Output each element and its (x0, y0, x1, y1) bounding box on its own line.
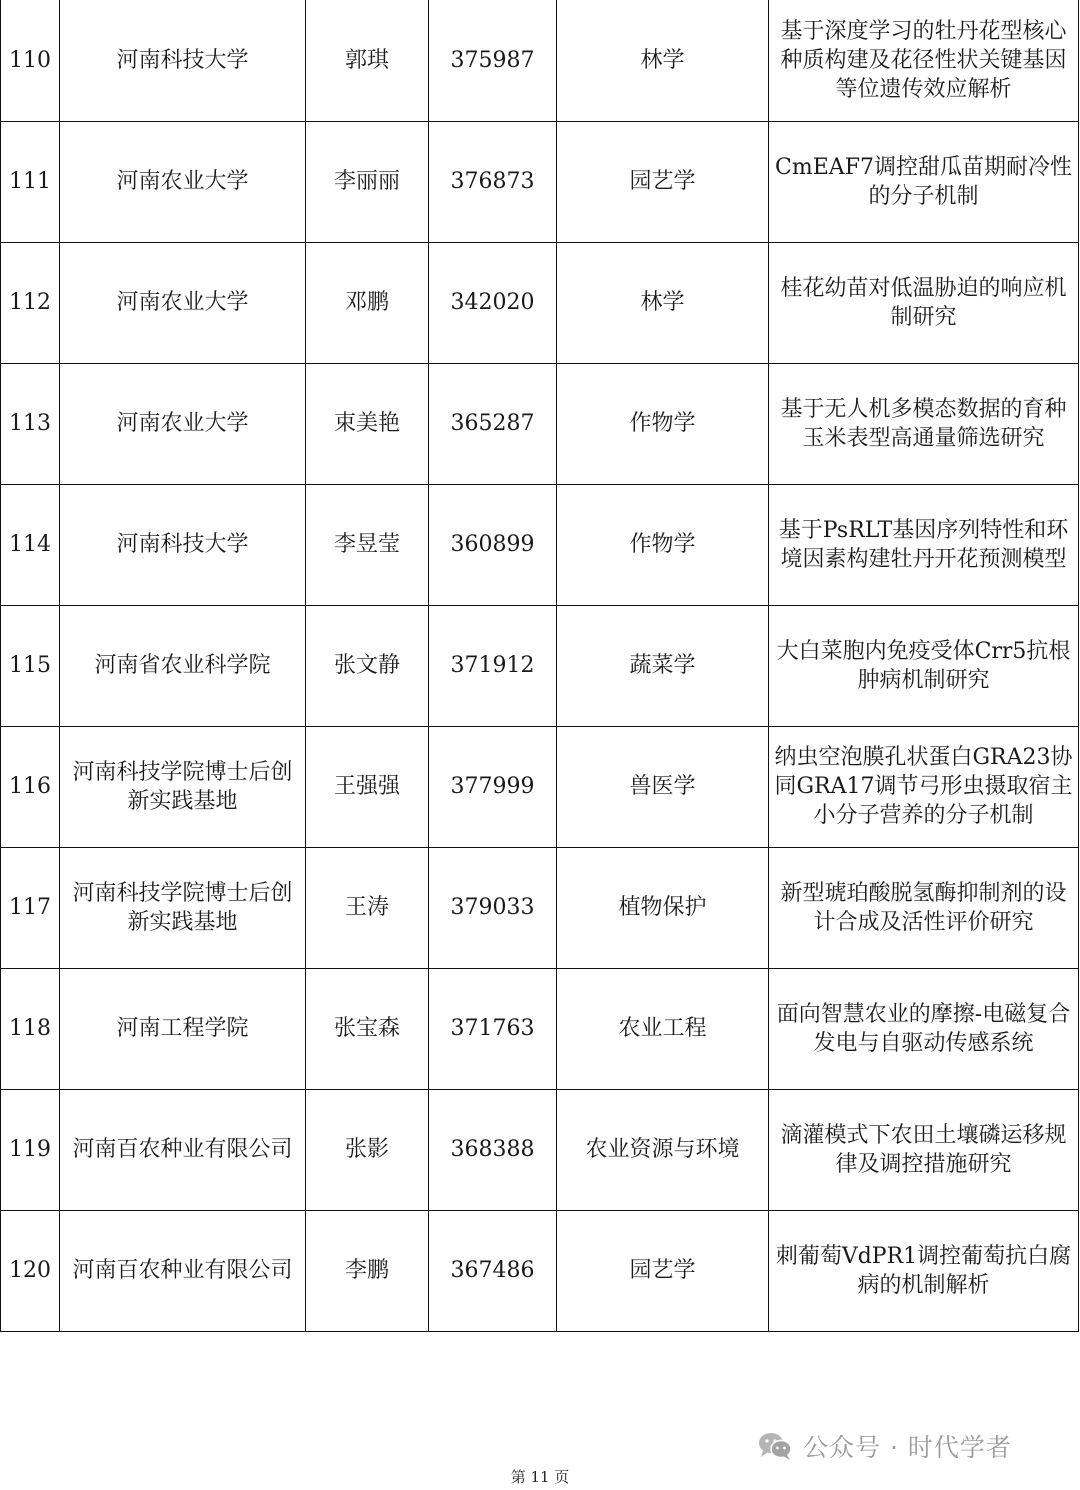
id-cell: 368388 (429, 1089, 557, 1210)
row-index-cell: 118 (1, 968, 60, 1089)
row-index-cell: 111 (1, 121, 60, 242)
discipline-cell: 园艺学 (557, 1210, 769, 1331)
name-cell: 邓鹏 (306, 242, 429, 363)
project-title-cell: 大白菜胞内免疫受体Crr5抗根肿病机制研究 (769, 605, 1079, 726)
table-row (1, 726, 1079, 847)
row-index-cell: 116 (1, 726, 60, 847)
name-cell: 张影 (306, 1089, 429, 1210)
institution-cell: 河南百农种业有限公司 (60, 1210, 306, 1331)
name-cell: 束美艳 (306, 363, 429, 484)
project-title-cell: 刺葡萄VdPR1调控葡萄抗白腐病的机制解析 (769, 1210, 1079, 1331)
page-number: 第 11 页 (510, 1468, 570, 1486)
institution-cell: 河南农业大学 (60, 121, 306, 242)
row-index-cell: 113 (1, 363, 60, 484)
id-cell: 377999 (429, 726, 557, 847)
project-title-cell: 新型琥珀酸脱氢酶抑制剂的设计合成及活性评价研究 (769, 847, 1079, 968)
id-cell: 360899 (429, 484, 557, 605)
discipline-cell: 作物学 (557, 484, 769, 605)
row-index-cell: 110 (1, 0, 60, 121)
id-cell: 365287 (429, 363, 557, 484)
row-index-cell: 117 (1, 847, 60, 968)
institution-cell: 河南科技大学 (60, 0, 306, 121)
id-cell: 367486 (429, 1210, 557, 1331)
name-cell: 李丽丽 (306, 121, 429, 242)
table-row (1, 1210, 1079, 1331)
discipline-cell: 林学 (557, 242, 769, 363)
id-cell: 376873 (429, 121, 557, 242)
name-cell: 张宝森 (306, 968, 429, 1089)
table-row (1, 1089, 1079, 1210)
institution-cell: 河南农业大学 (60, 363, 306, 484)
project-title-cell: CmEAF7调控甜瓜苗期耐冷性的分子机制 (769, 121, 1079, 242)
project-title-cell: 面向智慧农业的摩擦-电磁复合发电与自驱动传感系统 (769, 968, 1079, 1089)
project-title-cell: 基于PsRLT基因序列特性和环境因素构建牡丹开花预测模型 (769, 484, 1079, 605)
table-row (1, 484, 1079, 605)
roster-table-body (1, 0, 1079, 1331)
table-row (1, 0, 1079, 121)
discipline-cell: 林学 (557, 0, 769, 121)
institution-cell: 河南工程学院 (60, 968, 306, 1089)
project-title-cell: 基于无人机多模态数据的育种玉米表型高通量筛选研究 (769, 363, 1079, 484)
project-title-cell: 滴灌模式下农田土壤磷运移规律及调控措施研究 (769, 1089, 1079, 1210)
wechat-icon (757, 1431, 793, 1461)
institution-cell: 河南科技大学 (60, 484, 306, 605)
discipline-cell: 园艺学 (557, 121, 769, 242)
name-cell: 郭琪 (306, 0, 429, 121)
id-cell: 342020 (429, 242, 557, 363)
institution-cell: 河南省农业科学院 (60, 605, 306, 726)
id-cell: 379033 (429, 847, 557, 968)
name-cell: 李昱莹 (306, 484, 429, 605)
project-title-cell: 纳虫空泡膜孔状蛋白GRA23协同GRA17调节弓形虫摄取宿主小分子营养的分子机制 (769, 726, 1079, 847)
row-index-cell: 115 (1, 605, 60, 726)
wechat-watermark (757, 1428, 1012, 1464)
name-cell: 王涛 (306, 847, 429, 968)
id-cell: 371912 (429, 605, 557, 726)
institution-cell: 河南科技学院博士后创新实践基地 (60, 847, 306, 968)
project-title-cell: 桂花幼苗对低温胁迫的响应机制研究 (769, 242, 1079, 363)
id-cell: 375987 (429, 0, 557, 121)
row-index-cell: 120 (1, 1210, 60, 1331)
discipline-cell: 农业资源与环境 (557, 1089, 769, 1210)
discipline-cell: 农业工程 (557, 968, 769, 1089)
institution-cell: 河南农业大学 (60, 242, 306, 363)
table-row (1, 847, 1079, 968)
discipline-cell: 植物保护 (557, 847, 769, 968)
name-cell: 张文静 (306, 605, 429, 726)
discipline-cell: 兽医学 (557, 726, 769, 847)
row-index-cell: 114 (1, 484, 60, 605)
table-row (1, 242, 1079, 363)
table-row (1, 121, 1079, 242)
table-row (1, 968, 1079, 1089)
project-title-cell: 基于深度学习的牡丹花型核心种质构建及花径性状关键基因等位遗传效应解析 (769, 0, 1079, 121)
institution-cell: 河南科技学院博士后创新实践基地 (60, 726, 306, 847)
discipline-cell: 作物学 (557, 363, 769, 484)
row-index-cell: 119 (1, 1089, 60, 1210)
name-cell: 王强强 (306, 726, 429, 847)
table-row (1, 605, 1079, 726)
institution-cell: 河南百农种业有限公司 (60, 1089, 306, 1210)
row-index-cell: 112 (1, 242, 60, 363)
discipline-cell: 蔬菜学 (557, 605, 769, 726)
watermark-text: 公众号 · 时代学者 (803, 1433, 1012, 1462)
table-row (1, 363, 1079, 484)
id-cell: 371763 (429, 968, 557, 1089)
name-cell: 李鹏 (306, 1210, 429, 1331)
